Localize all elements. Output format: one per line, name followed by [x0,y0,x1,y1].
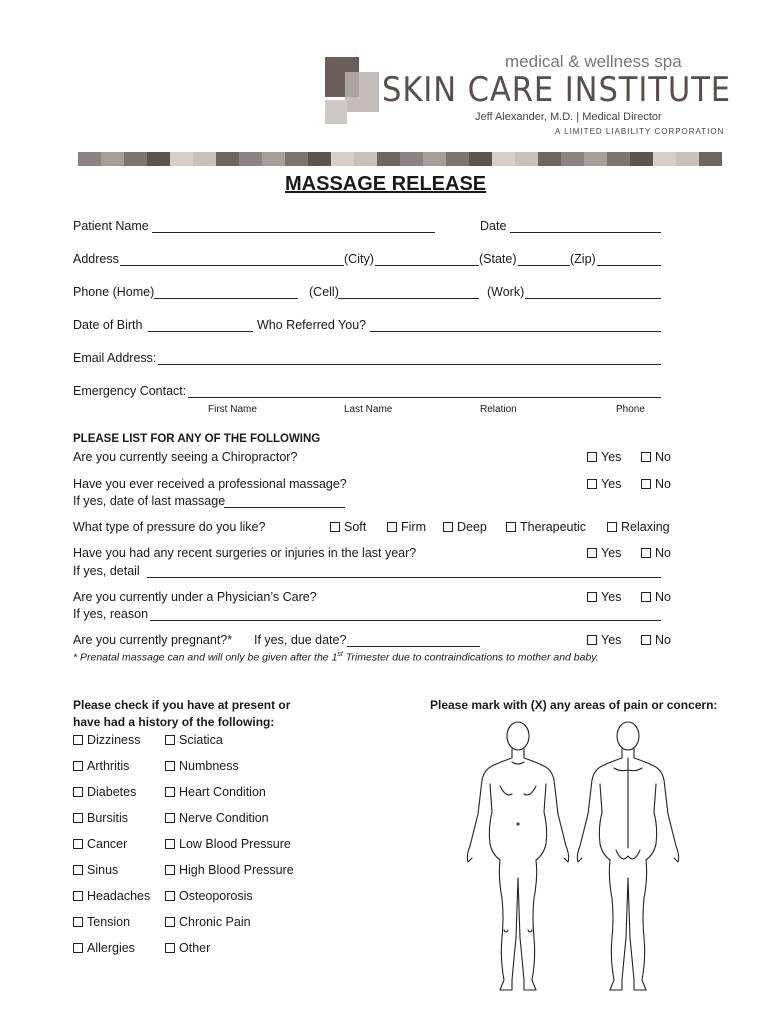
logo-square-gray [325,100,347,124]
band-segment [308,152,331,166]
checkbox-icon [165,735,175,745]
yes-label: Yes [601,590,622,604]
state-field[interactable] [518,265,570,266]
city-label: (City) [344,252,374,266]
dob-field[interactable] [148,331,253,332]
no-label: No [655,477,671,491]
checkbox-icon [73,943,83,953]
patient-name-label: Patient Name [73,219,149,233]
body-chart[interactable] [460,718,690,1018]
sub-relation: Relation [480,404,517,415]
history-item-left-5[interactable] [73,863,118,877]
history-item-label: Diabetes [87,785,137,799]
checkbox-icon [73,839,83,849]
checkbox-icon [506,522,516,532]
history-item-label: High Blood Pressure [179,863,294,877]
no-label: No [655,590,671,604]
history-item-label: Allergies [87,941,135,955]
checkbox-icon [641,452,651,462]
pressure-question: What type of pressure do you like? [73,520,266,534]
history-item-label: Dizziness [87,733,141,747]
band-segment [607,152,630,166]
sub-last-name: Last Name [344,404,393,415]
history-item-right-0[interactable] [165,733,223,747]
history-item-left-0[interactable] [73,733,141,747]
checkbox-icon [165,813,175,823]
sub-phone: Phone [616,404,645,415]
footnote-text: * Prenatal massage can and will only be given after the 1 [73,651,338,664]
checkbox-icon [587,592,597,602]
logo-name: SKIN CARE INSTITUTE [382,70,732,110]
history-item-left-8[interactable] [73,941,135,955]
pregnant-question: Are you currently pregnant?* [73,633,233,647]
back-figure [577,722,678,990]
footnote-text-end: Trimester due to contraindications to mother and baby. [342,651,599,664]
physician-question: Are you currently under a Physician’s Care? [73,590,317,604]
surgery-detail-label: If yes, detail [73,564,140,578]
history-item-left-7[interactable] [73,915,130,929]
history-item-right-2[interactable] [165,785,266,799]
band-segment [101,152,124,166]
checkbox-icon [443,522,453,532]
pressure-option-label: Relaxing [621,520,670,534]
band-segment [193,152,216,166]
history-heading-1: Please check if you have at present or [73,698,291,712]
history-item-label: Cancer [87,837,128,851]
checkbox-icon [165,865,175,875]
history-item-right-5[interactable] [165,863,294,877]
band-segment [676,152,699,166]
history-item-label: Tension [87,915,131,929]
page-title: MASSAGE RELEASE [285,173,487,195]
work-label: (Work) [487,285,525,299]
checkbox-icon [165,943,175,953]
checkbox-icon [641,635,651,645]
band-segment [446,152,469,166]
questions-header: PLEASE LIST FOR ANY OF THE FOLLOWING [73,433,321,445]
due-date-field[interactable] [347,646,480,647]
history-item-left-6[interactable] [73,889,150,903]
decorative-band [78,152,722,166]
history-item-label: Osteoporosis [179,889,253,903]
logo-tagline: medical & wellness spa [505,52,682,71]
massage-no[interactable] [641,477,671,491]
logo-corp: A LIMITED LIABILITY CORPORATION [555,127,725,136]
massage-yes[interactable] [587,477,621,491]
history-item-label: Nerve Condition [179,811,269,825]
pressure-therapeutic[interactable] [506,520,586,534]
date-label: Date [480,219,507,233]
yes-label: Yes [601,477,622,491]
logo-director: Jeff Alexander, M.D. | Medical Director [475,111,662,123]
yes-label: Yes [601,633,622,647]
history-item-left-3[interactable] [73,811,128,825]
history-heading-2: have had a history of the following: [73,715,275,729]
band-segment [538,152,561,166]
checkbox-icon [165,787,175,797]
physician-reason-label: If yes, reason [73,607,149,621]
checkbox-icon [165,839,175,849]
history-item-label: Sciatica [179,733,223,747]
band-segment [354,152,377,166]
body-chart-heading: Please mark with (X) any areas of pain or concern: [430,698,718,712]
checkbox-icon [387,522,397,532]
checkbox-icon [73,735,83,745]
band-segment [469,152,492,166]
history-item-label: Numbness [179,759,239,773]
pressure-option-label: Deep [457,520,487,534]
band-segment [285,152,308,166]
prenatal-footnote [73,651,599,664]
physician-reason-field[interactable] [150,620,661,621]
history-item-right-7[interactable] [165,915,251,929]
chiro-yes[interactable] [587,450,621,464]
band-segment [262,152,285,166]
no-label: No [655,633,671,647]
chiro-question: Are you currently seeing a Chiropractor? [73,450,298,464]
checkbox-icon [73,761,83,771]
band-segment [124,152,147,166]
checkbox-icon [165,761,175,771]
cell-field[interactable] [338,298,479,299]
history-item-right-6[interactable] [165,889,253,903]
band-segment [239,152,262,166]
massage-date-field[interactable] [224,507,345,508]
phone-home-label: Phone (Home) [73,285,155,299]
due-date-label: If yes, due date? [254,633,347,647]
pressure-relaxing[interactable] [607,520,670,534]
chiro-no[interactable] [641,450,671,464]
checkbox-icon [641,548,651,558]
checkbox-icon [73,865,83,875]
band-segment [653,152,676,166]
pressure-firm[interactable] [387,520,426,534]
history-item-right-8[interactable] [165,941,210,955]
patient-name-field[interactable] [152,232,435,233]
history-item-label: Bursitis [87,811,128,825]
pregnant-yes[interactable] [587,633,621,647]
logo-square-light [345,72,379,112]
history-item-label: Sinus [87,863,119,877]
history-item-label: Other [179,941,211,955]
massage-date-label: If yes, date of last massage [73,494,226,508]
band-segment [331,152,354,166]
history-item-label: Chronic Pain [179,915,251,929]
checkbox-icon [587,452,597,462]
band-segment [515,152,538,166]
pressure-option-label: Soft [344,520,367,534]
band-segment [377,152,400,166]
pregnant-no[interactable] [641,633,671,647]
band-segment [584,152,607,166]
history-item-left-1[interactable] [73,759,129,773]
footnote-sup: st [337,651,343,658]
band-segment [216,152,239,166]
checkbox-icon [587,548,597,558]
state-label: (State) [479,252,517,266]
cell-label: (Cell) [309,285,339,299]
massage-question: Have you ever received a professional massage? [73,477,347,491]
band-segment [630,152,653,166]
surgery-no[interactable] [641,546,671,560]
surgery-yes[interactable] [587,546,621,560]
email-field[interactable] [158,364,661,365]
checkbox-icon [165,917,175,927]
city-field[interactable] [375,265,479,266]
checkbox-icon [330,522,340,532]
checkbox-icon [73,891,83,901]
band-segment [147,152,170,166]
yes-label: Yes [601,450,622,464]
history-item-label: Low Blood Pressure [179,837,291,851]
front-figure [467,722,568,990]
checkbox-icon [73,813,83,823]
checkbox-icon [641,479,651,489]
band-segment [699,152,722,166]
history-item-left-2[interactable] [73,785,136,799]
history-item-label: Headaches [87,889,151,903]
band-segment [400,152,423,166]
address-field[interactable] [120,265,344,266]
history-item-label: Arthritis [87,759,130,773]
pressure-soft[interactable] [330,520,366,534]
history-item-label: Heart Condition [179,785,266,799]
checkbox-icon [165,891,175,901]
phone-home-field[interactable] [154,298,298,299]
checkbox-icon [73,787,83,797]
email-label: Email Address: [73,351,157,365]
band-segment [170,152,193,166]
history-item-left-4[interactable] [73,837,127,851]
work-field[interactable] [525,298,661,299]
checkbox-icon [587,635,597,645]
band-segment [561,152,584,166]
date-field[interactable] [510,232,661,233]
checkbox-icon [73,917,83,927]
sub-first-name: First Name [208,404,257,415]
history-item-right-3[interactable] [165,811,269,825]
history-item-right-1[interactable] [165,759,239,773]
band-segment [492,152,515,166]
zip-field[interactable] [597,265,661,266]
emergency-label: Emergency Contact: [73,384,187,398]
referred-field[interactable] [370,331,661,332]
physician-no[interactable] [641,590,671,604]
checkbox-icon [641,592,651,602]
pressure-option-label: Firm [401,520,426,534]
zip-label: (Zip) [570,252,596,266]
pressure-option-label: Therapeutic [520,520,587,534]
history-item-right-4[interactable] [165,837,291,851]
surgery-question: Have you had any recent surgeries or injuries in the last year? [73,546,417,560]
referred-label: Who Referred You? [257,318,367,332]
physician-yes[interactable] [587,590,621,604]
band-segment [78,152,101,166]
address-label: Address [73,252,119,266]
surgery-detail-field[interactable] [147,577,661,578]
pressure-deep[interactable] [443,520,487,534]
dob-label: Date of Birth [73,318,143,332]
yes-label: Yes [601,546,622,560]
checkbox-icon [607,522,617,532]
checkbox-icon [587,479,597,489]
no-label: No [655,546,671,560]
no-label: No [655,450,671,464]
band-segment [423,152,446,166]
emergency-field[interactable] [188,397,661,398]
